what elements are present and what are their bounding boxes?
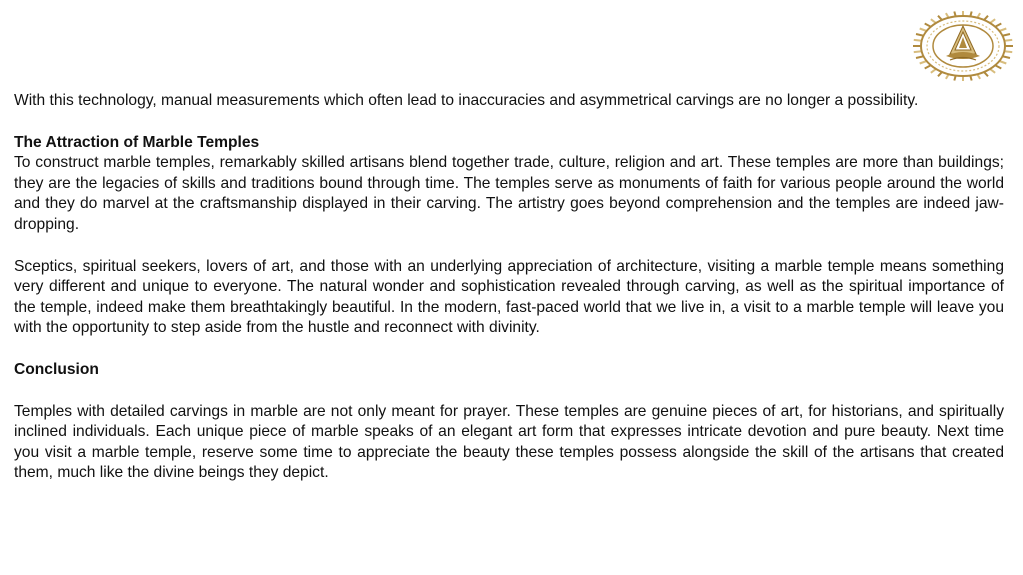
temple-emblem-logo: [910, 10, 1016, 82]
document-body: [14, 91, 1004, 484]
section-heading-attraction: The Attraction of Marble Temples: [14, 133, 260, 151]
emblem-ray: [1004, 40, 1012, 41]
temple-emblem-icon: [910, 10, 1016, 82]
attraction-paragraph-2: Sceptics, spiritual seekers, lovers of art, and those with an underlying appreciation of architecture, visiting a marble temple means something very different and unique to everyone. The natural wonder and sophistication revealed through carving, as well as the spiritual importance of the temple, indeed make them breathtakingly beautiful. In the modern, fast-paced world that we live in, a visit to a marble temple will leave you with the opportunity to step aside from the hustle and reconnect with divinity.: [14, 257, 1004, 337]
emblem-ray: [914, 40, 922, 41]
attraction-paragraph-1: To construct marble temples, remarkably skilled artisans blend together trade, culture, religion and art. These temples are more than buildings; they are the legacies of skills and traditions bound through time. The temples serve as monuments of faith for various people around the world and they do marvel at the craftsmanship displayed in their carving. The artistry goes beyond comprehension and the temples are indeed jaw-dropping.: [14, 154, 1004, 233]
conclusion-paragraph: Temples with detailed carvings in marble are not only meant for prayer. These temples are genuine pieces of art, for historians, and spiritually inclined individuals. Each unique piece of marble speaks of an elegant art form that expresses intricate devotion and pure beauty. Next time you visit a marble temple, reserve some time to appreciate the beauty these temples possess alongside the skill of the artisans that created them, much like the divine beings they depict.: [14, 402, 1004, 482]
section-heading-conclusion: Conclusion: [14, 360, 99, 378]
emblem-ray: [914, 51, 922, 52]
emblem-ray: [1004, 51, 1012, 52]
intro-paragraph: With this technology, manual measurements which often lead to inaccuracies and asymmetrical carvings are no longer a possibility.: [14, 92, 919, 109]
